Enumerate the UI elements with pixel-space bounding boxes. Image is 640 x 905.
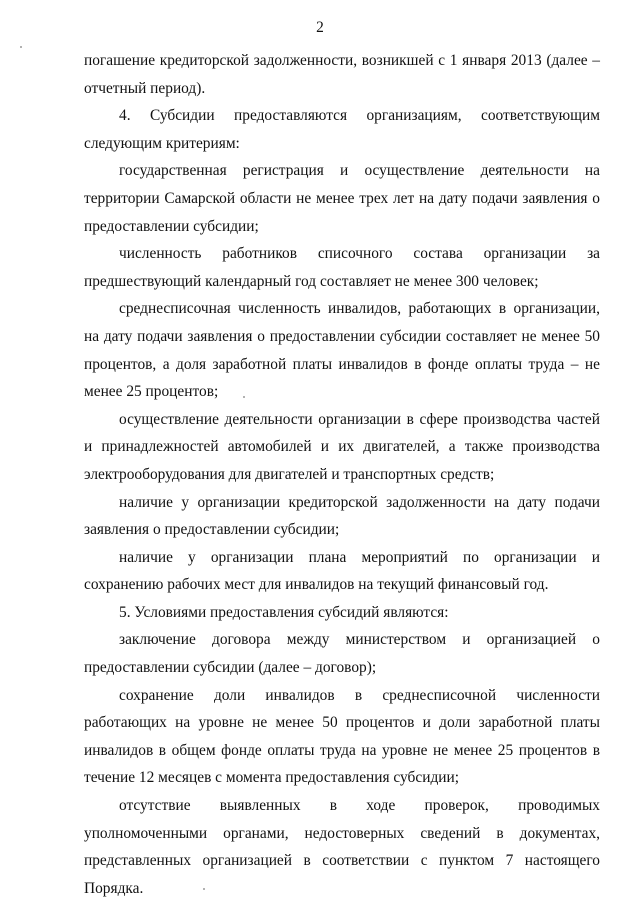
paragraph-criterion-headcount: численность работников списочного состава организации за предшествующий календарный год составляет не менее 300 человек; xyxy=(84,245,600,290)
paragraph-criterion-registration: государственная регистрация и осуществление деятельности на территории Самарской области не менее трех лет на дату подачи заявления о предоставлении субсидии; xyxy=(84,162,600,235)
scan-speck xyxy=(203,888,205,890)
paragraph-continuation: погашение кредиторской задолженности, возникшей с 1 января 2013 (далее – отчетный период). xyxy=(84,52,600,97)
page-number: 2 xyxy=(316,19,324,36)
paragraph-condition-agreement: заключение договора между министерством и организацией о предоставлении субсидии (далее – договор); xyxy=(84,631,600,677)
scan-speck xyxy=(243,396,245,398)
paragraph-condition-verification: отсутствие выявленных в ходе проверок, проводимых уполномоченными органами, недостоверных сведений в документах, представленных организацией в соответствии с пунктом 7 настоящего Порядка. xyxy=(84,797,600,897)
paragraph-criterion-plan: наличие у организации плана мероприятий по организации и сохранению рабочих мест для инвалидов на текущий финансовый год. xyxy=(84,548,600,594)
paragraph-item-4-heading: 4. Субсидии предоставляются организациям, соответствующим следующим критериям: xyxy=(84,107,600,152)
paragraph-criterion-debt: наличие у организации кредиторской задолженности на дату подачи заявления о предоставлении субсидии; xyxy=(84,493,600,539)
document-body xyxy=(84,47,600,902)
scan-speck xyxy=(20,46,22,48)
paragraph-criterion-activity: осуществление деятельности организации в сфере производства частей и принадлежностей автомобилей и их двигателей, а также производства электрооборудования для двигателей и транспортных средств; xyxy=(84,410,600,483)
paragraph-item-5-heading: 5. Условиями предоставления субсидий являются: xyxy=(119,603,449,621)
paragraph-criterion-disabled-share: среднесписочная численность инвалидов, работающих в организации, на дату подачи заявления о предоставлении субсидии составляет не менее 50 процентов, а доля заработной платы инвалидов в фонде оплаты труда – не менее 25 процентов; xyxy=(84,300,600,401)
paragraph-condition-retention: сохранение доли инвалидов в среднесписочной численности работающих на уровне не менее 50 процентов и доли заработной платы инвалидов в общем фонде оплаты труда на уровне не менее 25 процентов в течение 12 месяцев с момента предоставления субсидии; xyxy=(84,686,600,787)
